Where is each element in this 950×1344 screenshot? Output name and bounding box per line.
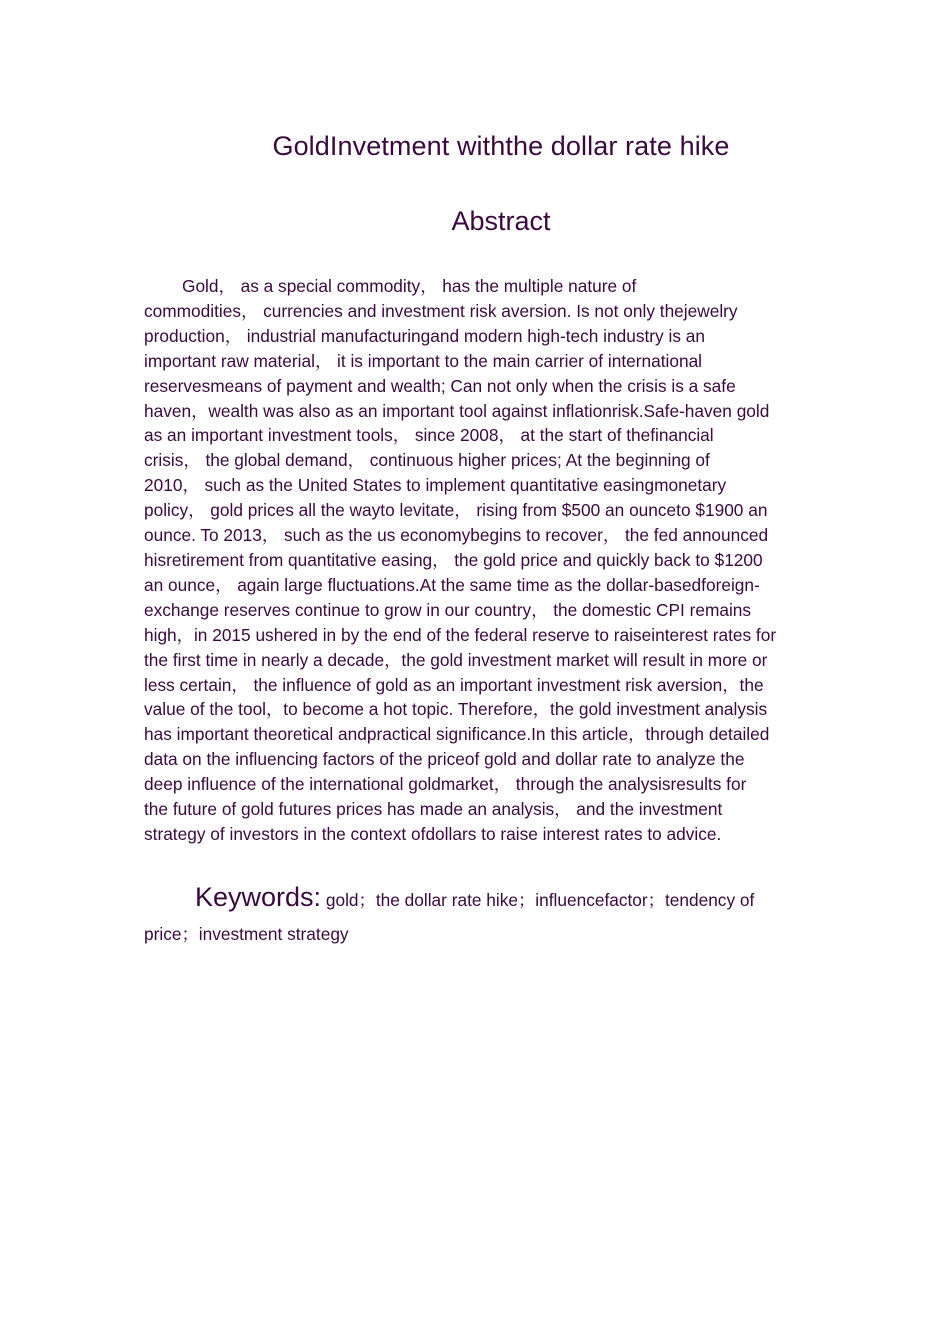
abstract-line: the future of gold futures prices has made an analysis， and the investment [144, 799, 723, 820]
keywords-label: Keywords: [195, 882, 322, 912]
abstract-line: Gold， as a special commodity， has the multiple nature of [182, 276, 637, 296]
abstract-line: hisretirement from quantitative easing， the gold price and quickly back to $1200 [144, 549, 763, 570]
abstract-line: commodities， currencies and investment risk aversion. Is not only thejewelry [144, 300, 738, 321]
abstract-line: important raw material， it is important to the main carrier of international [144, 350, 703, 371]
abstract-line: less certain， the influence of gold as an important investment risk aversion，the [144, 674, 764, 695]
abstract-line: value of the tool，to become a hot topic. Therefore，the gold investment analysis [144, 699, 768, 720]
abstract-line: 2010， such as the United States to implement quantitative easingmonetary [144, 475, 727, 496]
abstract-line: data on the influencing factors of the priceof gold and dollar rate to analyze the [144, 749, 745, 770]
keywords-line [144, 878, 814, 921]
keywords-text-continued: price；investment strategy [144, 924, 349, 944]
abstract-line: deep influence of the international goldmarket， through the analysisresults for [144, 774, 747, 795]
abstract-line: crisis， the global demand， continuous higher prices; At the beginning of [144, 450, 710, 471]
abstract-line: high，in 2015 ushered in by the end of the federal reserve to raiseinterest rates for [144, 624, 777, 645]
keywords-text: gold；the dollar rate hike；influencefactor；tendency of [321, 890, 755, 910]
abstract-line: strategy of investors in the context ofdollars to raise interest rates to advice. [144, 823, 722, 844]
abstract-line: as an important investment tools， since 2008， at the start of thefinancial [144, 425, 714, 446]
abstract-heading: Abstract [451, 206, 551, 236]
abstract-line: policy， gold prices all the wayto levitate， rising from $500 an ounceto $1900 an [144, 500, 768, 521]
keywords-section [144, 878, 814, 946]
abstract-line: has important theoretical andpractical significance.In this article，through detailed [144, 724, 770, 745]
abstract-line: an ounce， again large fluctuations.At the same time as the dollar-basedforeign- [144, 574, 760, 595]
abstract-line: reservesmeans of payment and wealth; Can not only when the crisis is a safe [144, 375, 736, 396]
document-title: GoldInvetment withthe dollar rate hike [272, 131, 730, 161]
abstract-line: ounce. To 2013， such as the us economybegins to recover， the fed announced [144, 525, 769, 546]
abstract-line: the first time in nearly a decade，the gold investment market will result in more or [144, 649, 768, 670]
abstract-body [144, 274, 814, 847]
abstract-line: production， industrial manufacturingand modern high-tech industry is an [144, 325, 705, 346]
abstract-line: haven，wealth was also as an important tool against inflationrisk.Safe-haven gold [144, 400, 770, 421]
abstract-line: exchange reserves continue to grow in our country， the domestic CPI remains [144, 599, 752, 620]
